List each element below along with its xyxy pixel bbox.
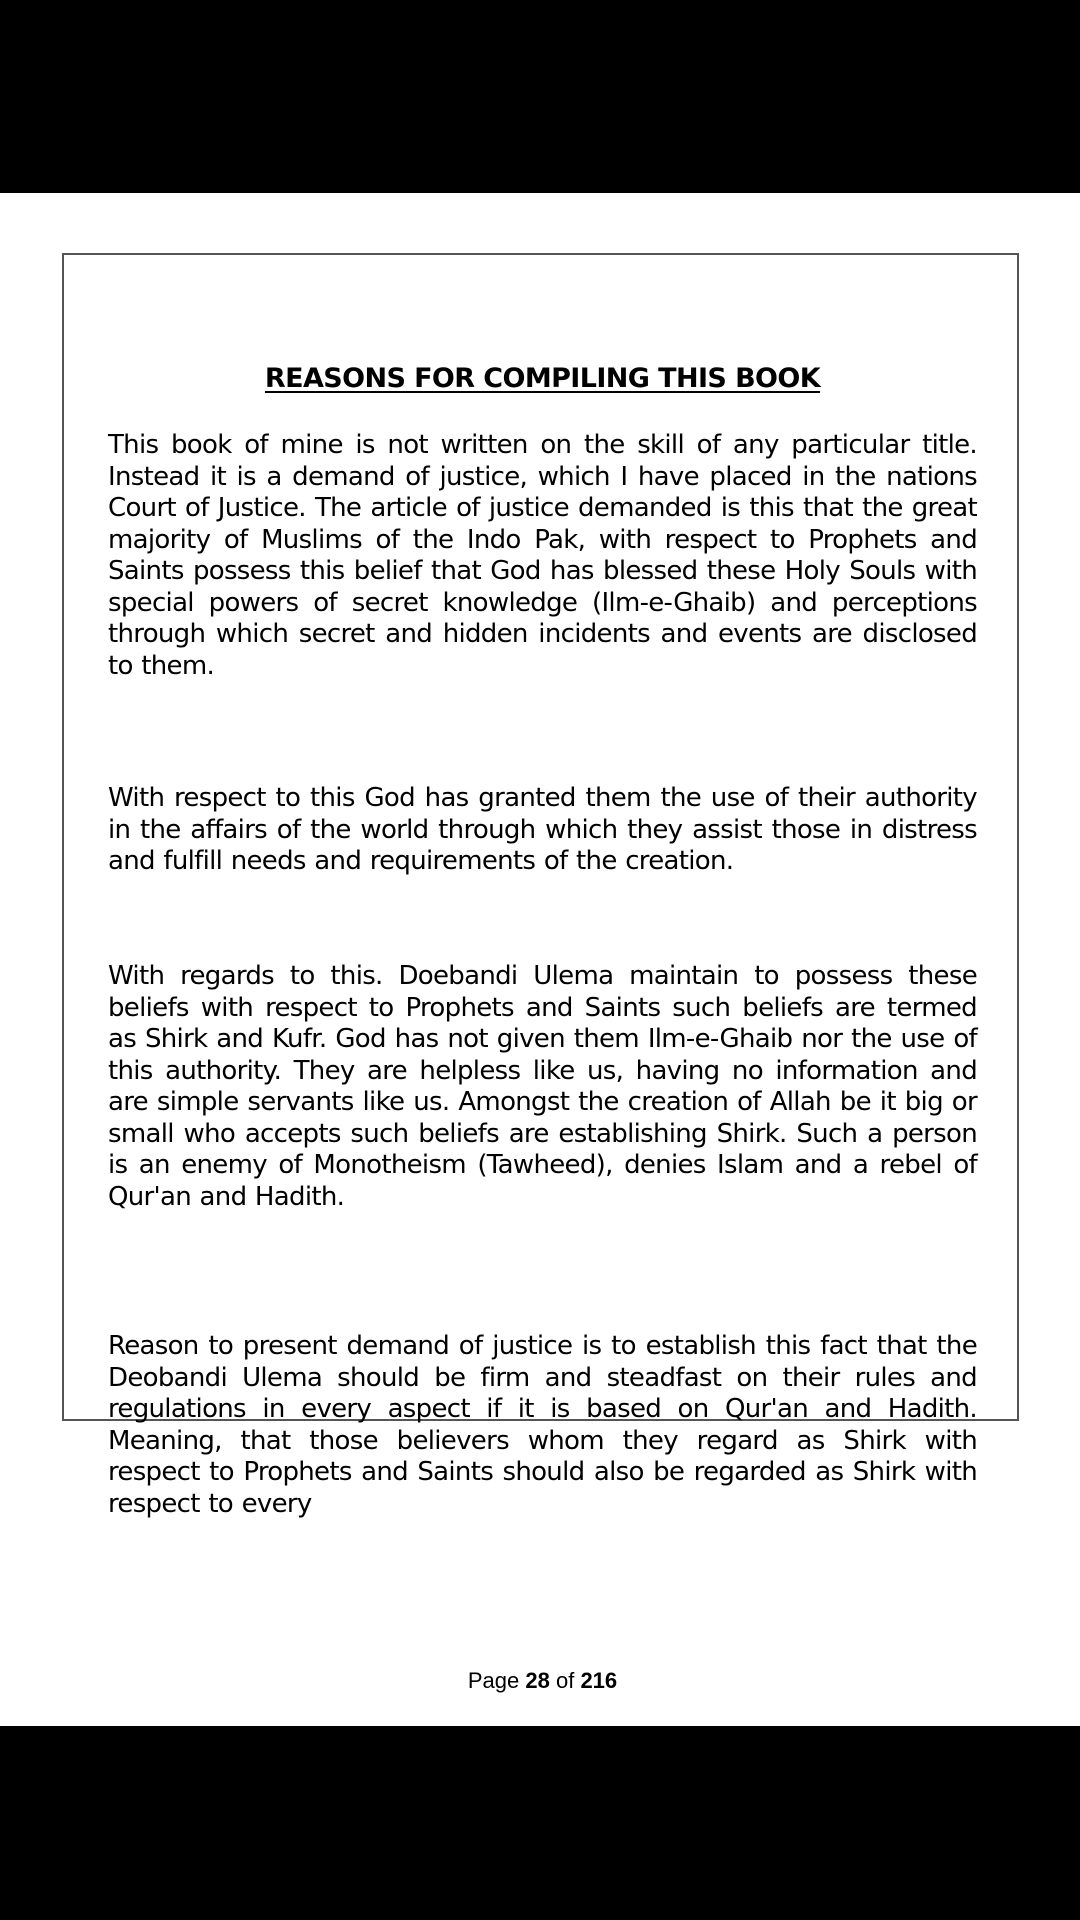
paragraph-1: This book of mine is not written on the skill of any particular title. Instead it is a demand of justice, which I have placed in the nations Court of Justice. The article of justice demanded is this that the great majority of Muslims of the Indo Pak, with respect to Prophets and Saints possess this belief that God has blessed these Holy Souls with special powers of secret knowledge (Ilm-e-Ghaib) and perceptions through which secret and hidden incidents and events are disclosed to them.	[108, 430, 977, 681]
page-title: REASONS FOR COMPILING THIS BOOK	[264, 363, 821, 394]
paragraph-2: With respect to this God has granted them the use of their authority in the affairs of the world through which they assist those in distress and fulfill needs and requirements of the creation.	[108, 783, 977, 876]
page-number	[108, 1668, 977, 1694]
document-viewer[interactable]	[0, 193, 1080, 1726]
top-black-bar	[0, 0, 1080, 193]
document-page[interactable]	[62, 253, 1019, 1693]
paragraph-4: Reason to present demand of justice is to establish this fact that the Deobandi Ulema should be firm and steadfast on their rules and regulations in every aspect if it is based on Qur'an and Hadith. Meaning, that those believers whom they regard as Shirk with respect to Prophets and Saints should also be regarded as Shirk with respect to every	[108, 1331, 977, 1519]
page-number-prefix: Page	[467, 1668, 520, 1693]
page-number-total: 216	[580, 1668, 618, 1693]
page-number-separator: of	[555, 1668, 575, 1693]
paragraph-3: With regards to this. Doebandi Ulema maintain to possess these beliefs with respect to Prophets and Saints such beliefs are termed as Shirk and Kufr. God has not given them Ilm-e-Ghaib nor the use of this authority. They are helpless like us, having no information and are simple servants like us. Amongst the creation of Allah be it big or small who accepts such beliefs are establishing Shirk. Such a person is an enemy of Monotheism (Tawheed), denies Islam and a rebel of Qur'an and Hadith.	[108, 961, 977, 1212]
page-number-current: 28	[525, 1668, 550, 1693]
bottom-black-bar	[0, 1726, 1080, 1920]
